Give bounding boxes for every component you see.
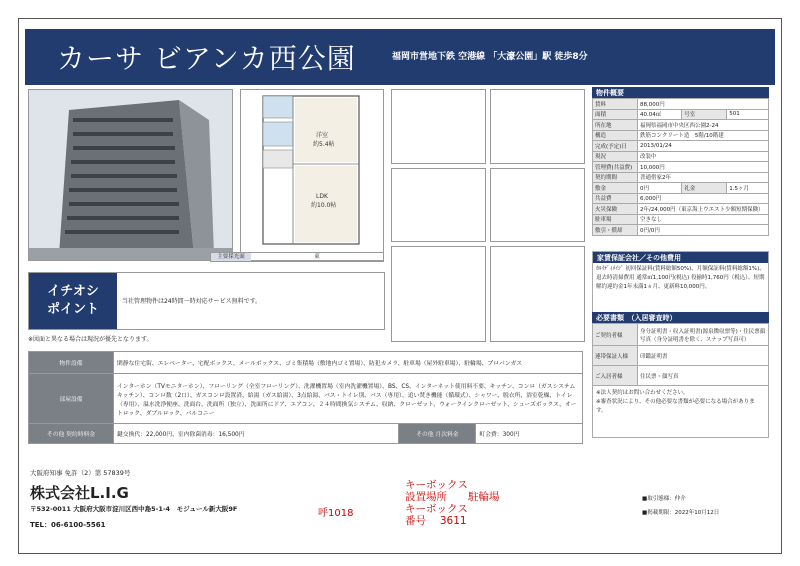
common-fee-value: 6,000円: [638, 193, 769, 204]
address-label: 所在地: [593, 120, 638, 131]
resident-docs-value: 住民票・顔写真: [638, 366, 769, 386]
listing-terms: ■取引態様：仲介 ■掲載期限：2022年10月12日: [642, 496, 720, 516]
guarantee-body: ｶﾙｲﾃﾞｨﾒｲｼﾞ 初回保証料(賃料総額50%)、月額保証料(賃料総額1%)、退去時清掃費用 通常㎡1,100円(税込) 役揃時1,760円（税込）、短期解約違約金1年未満1ヵ月、更新料10,000円。: [596, 266, 765, 290]
guarantor-docs-value: 印鑑証明書: [638, 346, 769, 366]
status-value: 改装中: [638, 151, 769, 162]
property-summary: [592, 87, 769, 236]
built-value: 2013/01/24: [638, 141, 769, 152]
light-direction-value: 東: [314, 254, 320, 260]
management-fee-label: 管理費(共益費): [593, 162, 638, 173]
highlight-label: イチオシ ポイント: [29, 273, 117, 329]
guarantee-heading: 家賃保証会社／その他費用: [593, 252, 768, 263]
status-label: 現況: [593, 151, 638, 162]
contractor-docs-label: ご契約者様: [593, 324, 638, 346]
deposit-label: 敷金: [593, 183, 638, 194]
station-info: 福岡市営地下鉄 空港線 「大濠公園」駅 徒歩8分: [392, 52, 588, 62]
rent-value: 88,000円: [638, 99, 769, 110]
guarantor-docs-label: 連帯保証人様: [593, 346, 638, 366]
shikibiki-label: 敷引・償却: [593, 225, 638, 236]
guarantee-box: [592, 251, 769, 317]
common-fee-label: 共益費: [593, 193, 638, 204]
management-fee-value: 10,000円: [638, 162, 769, 173]
insurance-value: 2年/24,000円（東京海上ウエスト少額短期保険）: [638, 204, 769, 215]
photo-slot: [391, 168, 486, 242]
equipment-table: [28, 351, 583, 444]
room1-size: 約5.4帖: [313, 141, 335, 148]
agency-footer: [18, 462, 782, 554]
room2-size: 約10.0帖: [311, 202, 337, 209]
property-code: 呼1018: [318, 508, 354, 519]
room2-label: LDK: [316, 193, 328, 200]
summary-heading: 物件概要: [592, 87, 769, 98]
light-direction-label: 主要採光面: [211, 253, 251, 261]
photo-slot: [490, 89, 585, 164]
building-photo: [28, 89, 233, 261]
required-documents: [592, 312, 769, 438]
light-direction-row: [210, 252, 384, 262]
deposit-value: 0円: [638, 183, 682, 194]
photo-slot: [490, 246, 585, 342]
contract-fee-label: その他 契約時料金: [29, 424, 114, 444]
floorplan-note: ※図面と異なる場合は現況が優先となります。: [28, 336, 153, 343]
floor-plan: [240, 89, 384, 261]
photo-slot: [391, 246, 486, 342]
documents-heading: 必要書類 （入居審査時）: [592, 312, 769, 323]
room-equipment-label: 部屋設備: [29, 374, 114, 424]
resident-docs-label: ご入居者様: [593, 366, 638, 386]
area-value: 40.04㎡: [638, 109, 682, 120]
contractor-docs-value: 身分証明書・収入証明書(源泉徴収票等)・住民票顔写真（身分証明書を除く、スナップ写真可）: [638, 324, 769, 346]
built-label: 完成(予定)日: [593, 141, 638, 152]
monthly-fee-value: 町会費：300円: [476, 424, 583, 444]
highlight-box: [28, 272, 385, 330]
room-number-value: 501: [727, 109, 769, 120]
photo-slot: [391, 89, 486, 164]
term-label: 契約期間: [593, 172, 638, 183]
term-value: 普通借家2年: [638, 172, 769, 183]
contract-fee-value: 鍵交換代：22,000円、室内除菌消毒：16,500円: [114, 424, 399, 444]
company-tel: TEL：06-6100-5561: [30, 521, 106, 529]
keybox-info: キーボックス 設置場所 駐輪場 キーボックス 番号 3611: [405, 479, 500, 527]
header-banner: [25, 29, 775, 85]
insurance-label: 火災保険: [593, 204, 638, 215]
photo-slot: [490, 168, 585, 242]
rent-label: 賃料: [593, 99, 638, 110]
key-money-label: 礼金: [682, 183, 727, 194]
shikibiki-value: 0円/0円: [638, 225, 769, 236]
company-address: 〒532-0011 大阪府大阪市淀川区西中島5-1-4 モジュール新大阪9F: [30, 505, 238, 513]
parking-label: 駐車場: [593, 214, 638, 225]
area-label: 面積: [593, 109, 638, 120]
facility-label: 物件設備: [29, 352, 114, 374]
key-money-value: 1.5ヶ月: [727, 183, 769, 194]
address-value: 福岡県福岡市中央区西公園2-24: [638, 120, 769, 131]
documents-notes: ※法人契約はお問い合わせください。 ※審査状況により、その他必要な書類が必要になる場合があります。: [592, 386, 769, 438]
room-number-label: 号室: [682, 109, 727, 120]
facility-value: 閑静な住宅街、エレベーター、宅配ボックス、メールボックス、ゴミ集積場（敷地内ゴミ置場）、防犯カメラ、駐車場（屋外駐車場）、駐輪場、プロパンガス: [114, 352, 583, 374]
room1-label: 洋室: [316, 132, 329, 139]
room-equipment-value: インターホン（TVモニターホン）、フローリング（全室フローリング）、洗濯機置場（室内洗濯機置場）、BS、CS、インターネット使用料不要、キッチン、コンロ（ガスシステムキッチン）、コンロ数（2口）、ガスコンロ設置済、給湯（ガス給湯）、3点給湯、バス・トイレ別、バス（専用）、追い焚き機能（循環式）、シャワー、脱衣所、浴室乾燥、トイレ（専用）、温水洗浄便座、洗面台、洗面所（独立）、洗面所にドア、エアコン、２４時間換気システム、収納、クローゼット、ウォークインクローゼット、シューズボックス、オートロック、ダブルロック、バルコニー: [114, 374, 583, 424]
monthly-fee-label: その他 月次料金: [399, 424, 476, 444]
structure-label: 構造: [593, 130, 638, 141]
highlight-text: 当社管理物件は24時間一時対応サービス無料です。: [122, 298, 262, 305]
parking-value: 空きなし: [638, 214, 769, 225]
structure-value: 鉄筋コンクリート造 5階/10階建: [638, 130, 769, 141]
license-number: 大阪府知事 免許（2）第 57839号: [30, 469, 131, 477]
property-title: カーサ ビアンカ西公園: [57, 42, 356, 75]
company-name: 株式会社L.I.G: [30, 484, 129, 502]
